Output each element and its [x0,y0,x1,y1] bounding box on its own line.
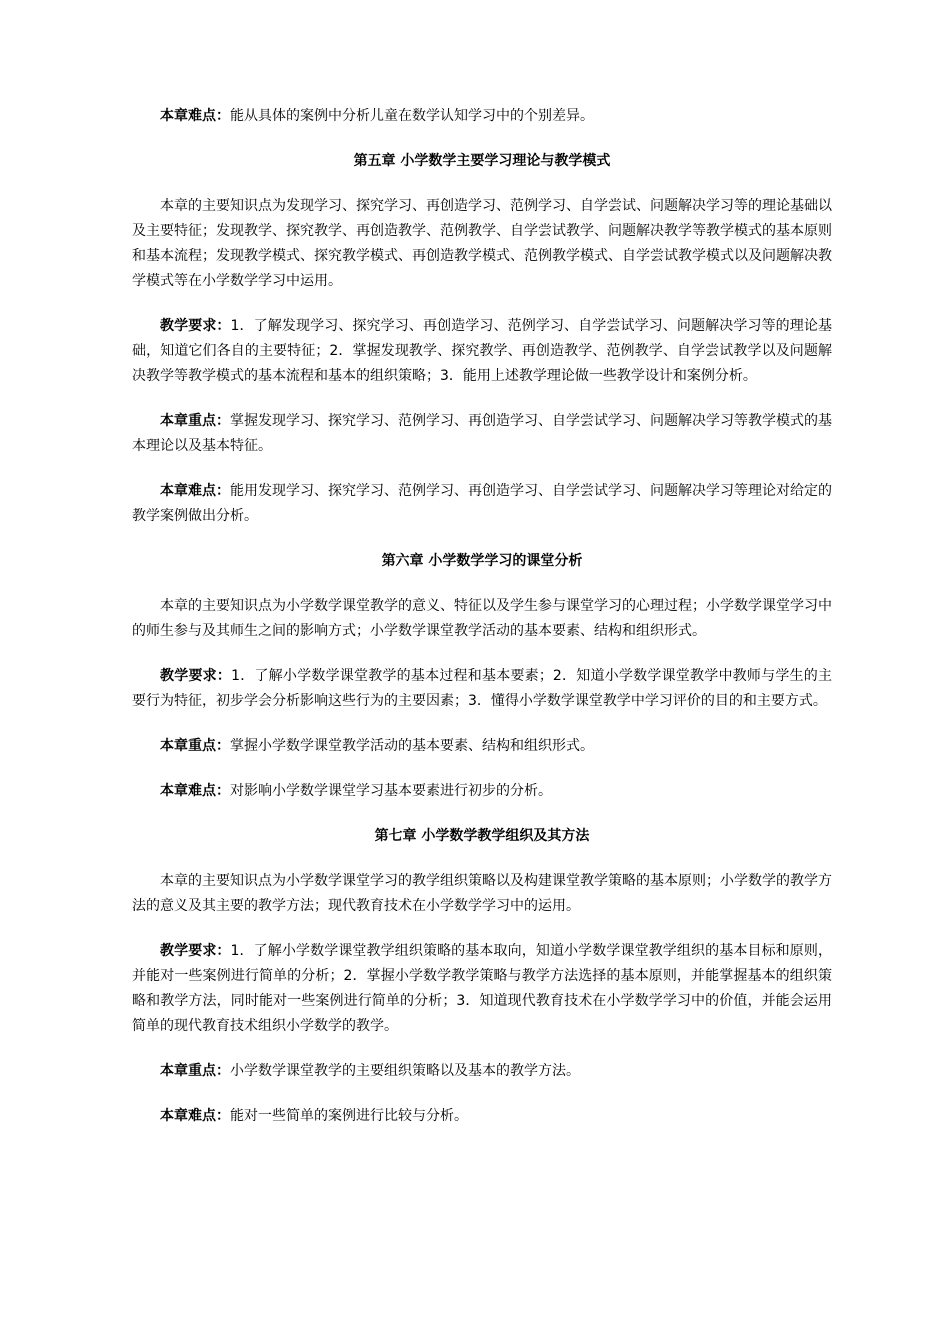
paragraph-text: 本章的主要知识点为发现学习、探究学习、再创造学习、范例学习、自学尝试、问题解决学习等的理论基础以及主要特征；发现教学、探究教学、再创造教学、范例教学、自学尝试教学、问题解决教学等教学模式的基本原则和基本流程；发现教学模式、探究教学模式、再创造教学模式、范例教学模式、自学尝试教学模式以及问题解决教学模式等在小学数学学习中运用。 [132,198,832,289]
paragraph-text: 能对一些简单的案例进行比较与分析。 [230,1108,468,1124]
paragraph-ch7-difficulty [132,1104,832,1129]
paragraph-text: 1．了解小学数学课堂教学组织策略的基本取向，知道小学数学课堂教学组织的基本目标和原则，并能对一些案例进行简单的分析；2．掌握小学数学教学策略与教学方法选择的基本原则，并能掌握基本的组织策略和教学方法，同时能对一些案例进行简单的分析；3．知道现代教育技术在小学数学学习中的价值，并能会运用简单的现代教育技术组织小学数学的教学。 [132,943,833,1034]
chapter-5-heading: 第五章 小学数学主要学习理论与教学模式 [353,153,611,169]
paragraph-ch7-overview [132,869,832,919]
paragraph-ch6-overview [132,594,832,644]
paragraph-ch5-difficulty [132,479,832,529]
paragraph-text: 小学数学课堂教学的主要组织策略以及基本的教学方法。 [230,1063,580,1079]
paragraph-ch5-key-points [132,409,832,459]
paragraph-text: 能用发现学习、探究学习、范例学习、再创造学习、自学尝试学习、问题解决学习等理论对给定的教学案例做出分析。 [132,483,832,524]
paragraph-text: 对影响小学数学课堂学习基本要素进行初步的分析。 [230,783,552,799]
document-page [132,104,832,1149]
paragraph-text: 1．了解小学数学课堂教学的基本过程和基本要素；2．知道小学数学课堂教学中教师与学生的主要行为特征，初步学会分析影响这些行为的主要因素；3．懂得小学数学课堂教学中学习评价的目的和主要方式。 [132,668,833,709]
paragraph-label: 本章难点： [160,1108,230,1124]
paragraph-ch4-difficulty [132,104,832,129]
paragraph-ch5-overview [132,194,832,294]
paragraph-ch7-key-points [132,1059,832,1084]
paragraph-ch6-key-points [132,734,832,759]
paragraph-label: 本章难点： [160,483,230,499]
chapter-7-heading: 第七章 小学数学教学组织及其方法 [374,828,590,844]
chapter-6-heading: 第六章 小学数学学习的课堂分析 [381,553,583,569]
paragraph-label: 教学要求： [160,318,231,334]
paragraph-label: 本章重点： [160,413,230,429]
paragraph-text: 掌握小学数学课堂教学活动的基本要素、结构和组织形式。 [230,738,594,754]
paragraph-ch5-requirements [132,314,832,389]
paragraph-label: 本章难点： [160,108,230,124]
paragraph-label: 教学要求： [160,943,231,959]
paragraph-label: 教学要求： [160,668,232,684]
paragraph-ch6-requirements [132,664,832,714]
paragraph-ch7-requirements [132,939,832,1039]
paragraph-label: 本章难点： [160,783,230,799]
paragraph-text: 能从具体的案例中分析儿童在数学认知学习中的个别差异。 [230,108,594,124]
paragraph-text: 掌握发现学习、探究学习、范例学习、再创造学习、自学尝试学习、问题解决学习等教学模式的基本理论以及基本特征。 [132,413,832,454]
paragraph-label: 本章重点： [160,1063,230,1079]
paragraph-ch6-difficulty [132,779,832,804]
paragraph-label: 本章重点： [160,738,230,754]
paragraph-text: 1．了解发现学习、探究学习、再创造学习、范例学习、自学尝试学习、问题解决学习等的理论基础，知道它们各自的主要特征；2．掌握发现教学、探究教学、再创造教学、范例教学、自学尝试教学以及问题解决教学等教学模式的基本流程和基本的组织策略；3．能用上述教学理论做一些教学设计和案例分析。 [132,318,833,384]
paragraph-text: 本章的主要知识点为小学数学课堂学习的教学组织策略以及构建课堂教学策略的基本原则；小学数学的教学方法的意义及其主要的教学方法；现代教育技术在小学数学学习中的运用。 [132,873,832,914]
paragraph-text: 本章的主要知识点为小学数学课堂教学的意义、特征以及学生参与课堂学习的心理过程；小学数学课堂学习中的师生参与及其师生之间的影响方式；小学数学课堂教学活动的基本要素、结构和组织形式。 [132,598,832,639]
